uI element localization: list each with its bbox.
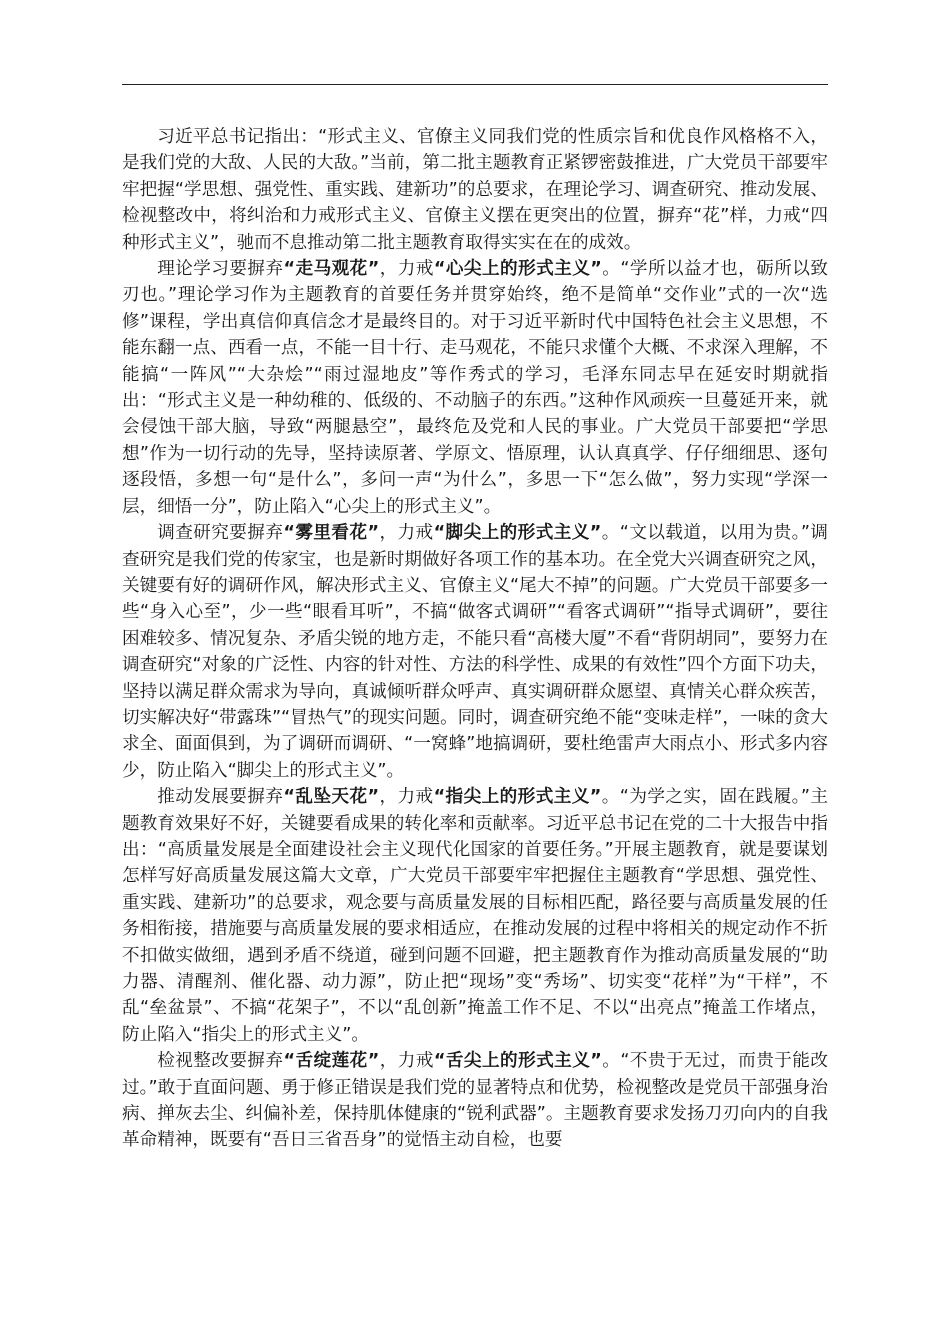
paragraph-connector: ，力戒	[379, 1051, 434, 1072]
paragraph-investigation	[122, 520, 828, 784]
paragraph-lead: 调查研究要摒弃	[157, 523, 284, 544]
paragraph-theory-study	[122, 256, 828, 520]
paragraph-keyword: “脚尖上的形式主义”	[433, 523, 602, 544]
paragraph-text: 习近平总书记指出：“形式主义、官僚主义同我们党的性质宗旨和优良作风格格不入，是我们党的大敌、人民的大敌。”当前，第二批主题教育正紧锣密鼓推进，广大党员干部要牢牢把握“学思想、强党性、重实践、建新功”的总要求，在理论学习、调查研究、推动发展、检视整改中，将纠治和力戒形式主义、官僚主义摆在更突出的位置，摒弃“花”样，力戒“四种形式主义”，驰而不息推动第二批主题教育取得实实在在的成效。	[122, 127, 828, 253]
article-body	[122, 124, 828, 1154]
paragraph-keyword: “心尖上的形式主义”	[433, 259, 602, 280]
paragraph-development	[122, 784, 828, 1048]
paragraph-text: 。“学所以益才也，砺所以致刃也。”理论学习作为主题教育的首要任务并贯穿始终，绝不是简单“交作业”式的一次“选修”课程，学出真信仰真信念才是最终目的。对于习近平新时代中国特色社会主义思想，不能东翻一点、西看一点，不能一目十行、走马观花，不能只求懂个大概、不求深入理解，不能搞“一阵风”“大杂烩”“雨过湿地皮”等作秀式的学习，毛泽东同志早在延安时期就指出：“形式主义是一种幼稚的、低级的、不动脑子的东西。”这种作风顽疾一旦蔓延开来，就会侵蚀干部大脑，导致“两腿悬空”，最终危及党和人民的事业。广大党员干部要把“学思想”作为一切行动的先导，坚持读原著、学原文、悟原理，认认真真学、仔仔细细思、逐句逐段悟，多想一句“是什么”，多问一声“为什么”，多思一下“怎么做”，努力实现“学深一层，细悟一分”，防止陷入“心尖上的形式主义”。	[122, 259, 828, 517]
header-rule	[122, 84, 828, 85]
paragraph-keyword: “指尖上的形式主义”	[433, 787, 602, 808]
paragraph-connector: ，力戒	[379, 787, 434, 808]
paragraph-keyword: “乱坠天花”	[283, 787, 380, 808]
paragraph-lead: 推动发展要摒弃	[157, 787, 284, 808]
paragraph-lead: 理论学习要摒弃	[157, 259, 284, 280]
paragraph-connector: ，力戒	[379, 259, 434, 280]
paragraph-keyword: “舌绽莲花”	[283, 1051, 380, 1072]
paragraph-text: 。“不贵于无过，而贵于能改过。”敢于直面问题、勇于修正错误是我们党的显著特点和优势，检视整改是党员干部强身治病、掸灰去尘、纠偏补差，保持肌体健康的“锐利武器”。主题教育要求发扬刀刃向内的自我革命精神，既要有“吾日三省吾身”的觉悟主动自检，也要	[122, 1051, 828, 1151]
paragraph-text: 。“文以载道，以用为贵。”调查研究是我们党的传家宝，也是新时期做好各项工作的基本功。在全党大兴调查研究之风，关键要有好的调研作风，解决形式主义、官僚主义“尾大不掉”的问题。广大党员干部要多一些“身入心至”，少一些“眼看耳听”，不搞“做客式调研”“看客式调研”“指导式调研”，要往困难较多、情况复杂、矛盾尖锐的地方走，不能只看“高楼大厦”不看“背阴胡同”，要努力在调查研究“对象的广泛性、内容的针对性、方法的科学性、成果的有效性”四个方面下功夫，坚持以满足群众需求为导向，真诚倾听群众呼声、真实调研群众愿望、真情关心群众疾苦，切实解决好“带露珠”“冒热气”的现实问题。同时，调查研究绝不能“变味走样”，一味的贪大求全、面面俱到，为了调研而调研、“一窝蜂”地搞调研，要杜绝雷声大雨点小、形式多内容少，防止陷入“脚尖上的形式主义”。	[122, 523, 828, 781]
paragraph-keyword: “舌尖上的形式主义”	[433, 1051, 602, 1072]
paragraph-connector: ，力戒	[379, 523, 434, 544]
paragraph-text: 。“为学之实，固在践履。”主题教育效果好不好，关键要看成果的转化率和贡献率。习近平总书记在党的二十大报告中指出：“高质量发展是全面建设社会主义现代化国家的首要任务。”开展主题教育，就是要谋划怎样写好高质量发展这篇大文章，广大党员干部要牢牢把握住主题教育“学思想、强党性、重实践、建新功”的总要求，观念要与高质量发展的目标相匹配，路径要与高质量发展的任务相衔接，措施要与高质量发展的要求相适应，在推动发展的过程中将相关的规定动作不折不扣做实做细，遇到矛盾不绕道，碰到问题不回避，把主题教育作为推动高质量发展的“助力器、清醒剂、催化器、动力源”，防止把“现场”变“秀场”、切实变“花样”为“干样”，不乱“垒盆景”、不搞“花架子”，不以“乱创新”掩盖工作不足、不以“出亮点”掩盖工作堵点，防止陷入“指尖上的形式主义”。	[122, 787, 828, 1045]
paragraph-rectification	[122, 1048, 828, 1154]
paragraph-intro	[122, 124, 828, 256]
paragraph-keyword: “雾里看花”	[283, 523, 380, 544]
paragraph-keyword: “走马观花”	[283, 259, 380, 280]
paragraph-lead: 检视整改要摒弃	[157, 1051, 284, 1072]
